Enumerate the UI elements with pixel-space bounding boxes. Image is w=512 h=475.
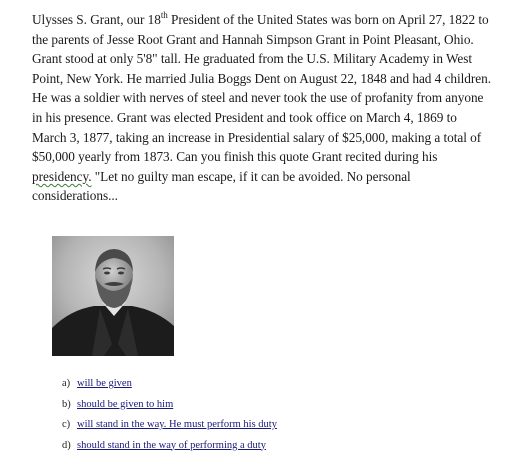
passage-text-part2: President of the United States was born on April 27, 1822 to the parents of Jesse Root Grant and Hannah Simpson Grant in Point Pleasant, Ohio. Grant stood at only 5'8" tall. He graduated from the U.S. Military Academy in West Point, New York. He married Julia Boggs Dent on August 22, 1848 and had 4 children. He was a soldier with nerves of steel and never took the use of profanity from anyone in his presence. Grant was elected President and took office on March 4, 1869 to March 3, 1877, taking an increase in Presidential salary of $25,000, making a total of $50,000 yearly from 1873. Can you finish this quote Grant recited during his <box>32 12 491 165</box>
answer-letter-d: d) <box>62 439 71 451</box>
answer-link-a[interactable]: will be given <box>77 378 132 389</box>
answer-option-a <box>62 378 277 399</box>
ordinal-suffix: th <box>160 9 168 20</box>
answer-link-b[interactable]: should be given to him <box>77 398 174 410</box>
grant-portrait-photo <box>52 236 174 356</box>
answer-option-b <box>62 399 277 420</box>
question-passage <box>32 10 492 206</box>
passage-text-part1: Ulysses S. Grant, our 18 <box>32 12 161 27</box>
answer-option-d <box>62 440 277 461</box>
answer-link-d[interactable]: should stand in the way of performing a duty <box>77 439 266 451</box>
answer-choices <box>62 378 277 460</box>
answer-letter-c: c) <box>62 419 71 430</box>
answer-letter-b: b) <box>62 398 71 410</box>
passage-text-part3: "Let no guilty man escape, if it can be avoided. No personal considerations... <box>32 168 411 204</box>
answer-letter-a: a) <box>62 378 71 389</box>
answer-option-c <box>62 419 277 440</box>
spellcheck-flagged-word: presidency. <box>32 168 92 184</box>
answer-link-c[interactable]: will stand in the way. He must perform his duty <box>77 419 277 430</box>
